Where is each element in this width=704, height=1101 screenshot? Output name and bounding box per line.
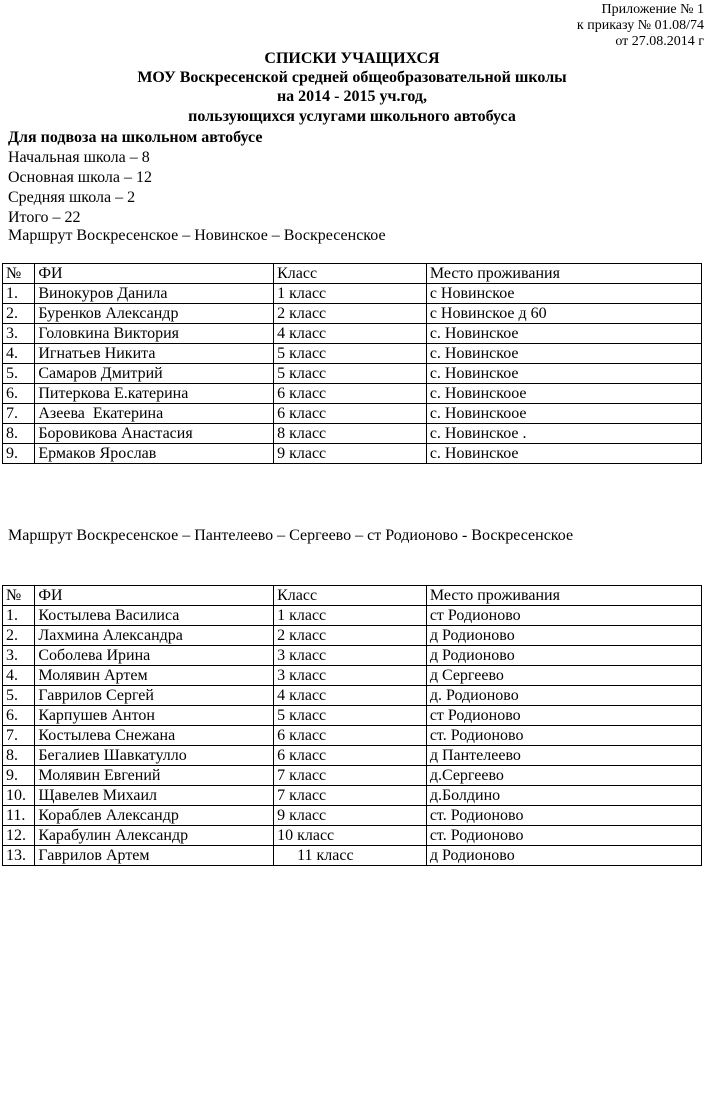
table-row <box>3 304 702 324</box>
student-class: 6 класс <box>274 384 427 404</box>
student-residence: д.Болдино <box>426 786 701 806</box>
student-class: 2 класс <box>274 304 427 324</box>
student-residence: с. Новинское <box>426 324 701 344</box>
row-number: 6. <box>3 384 35 404</box>
table-row <box>3 384 702 404</box>
student-residence: с. Новинскоое <box>426 384 701 404</box>
table-row <box>3 444 702 464</box>
title-line-1: СПИСКИ УЧАЩИХСЯ <box>264 50 440 67</box>
student-name: Бегалиев Шавкатулло <box>35 746 274 766</box>
header-name: ФИ <box>35 586 274 606</box>
student-name: Карабулин Александр <box>35 826 274 846</box>
header-number: № <box>3 264 35 284</box>
student-residence: д Родионово <box>426 846 701 866</box>
row-number: 2. <box>3 304 35 324</box>
student-residence: ст Родионово <box>426 706 701 726</box>
student-name: Питеркова Е.катерина <box>35 384 274 404</box>
student-name: Костылева Василиса <box>35 606 274 626</box>
title-line-3: на 2014 - 2015 уч.год, <box>276 88 428 105</box>
table-row <box>3 706 702 726</box>
table-row <box>3 626 702 646</box>
table-header-row <box>3 264 702 284</box>
student-class: 5 класс <box>274 344 427 364</box>
table-row <box>3 826 702 846</box>
student-residence: ст. Родионово <box>426 826 701 846</box>
table-row <box>3 686 702 706</box>
table-row <box>3 646 702 666</box>
student-class: 3 класс <box>274 666 427 686</box>
table-row <box>3 846 702 866</box>
student-residence: д Пантелеево <box>426 746 701 766</box>
intro-total-count: Итого – 22 <box>8 209 81 226</box>
student-class: 6 класс <box>274 726 427 746</box>
appendix-line-2: к приказу № 01.08/74 <box>576 18 704 33</box>
route-1-title: Маршрут Воскресенское – Новинское – Воскресенское <box>8 227 386 244</box>
student-residence: д Родионово <box>426 646 701 666</box>
student-name: Самаров Дмитрий <box>35 364 274 384</box>
student-name: Лахмина Александра <box>35 626 274 646</box>
student-residence: ст. Родионово <box>426 726 701 746</box>
appendix-line-1: Приложение № 1 <box>601 2 704 17</box>
header-name: ФИ <box>35 264 274 284</box>
student-residence: с. Новинское . <box>426 424 701 444</box>
row-number: 11. <box>3 806 35 826</box>
student-name: Винокуров Данила <box>35 284 274 304</box>
row-number: 6. <box>3 706 35 726</box>
table-row <box>3 404 702 424</box>
header-number: № <box>3 586 35 606</box>
row-number: 3. <box>3 646 35 666</box>
row-number: 2. <box>3 626 35 646</box>
title-line-4: пользующихся услугами школьного автобуса <box>188 108 516 125</box>
student-residence: д. Родионово <box>426 686 701 706</box>
student-name: Щавелев Михаил <box>35 786 274 806</box>
student-name: Соболева Ирина <box>35 646 274 666</box>
row-number: 5. <box>3 364 35 384</box>
student-residence: с. Новинское <box>426 344 701 364</box>
header-residence: Место проживания <box>426 586 701 606</box>
student-class: 5 класс <box>274 706 427 726</box>
student-class: 4 класс <box>274 324 427 344</box>
row-number: 4. <box>3 344 35 364</box>
student-name: Головкина Виктория <box>35 324 274 344</box>
appendix-line-3: от 27.08.2014 г <box>615 34 704 49</box>
student-class: 11 класс <box>274 846 427 866</box>
student-class: 4 класс <box>274 686 427 706</box>
student-class: 1 класс <box>274 284 427 304</box>
table-row <box>3 746 702 766</box>
student-residence: ст. Родионово <box>426 806 701 826</box>
table-row <box>3 606 702 626</box>
header-class: Класс <box>274 264 427 284</box>
student-class: 6 класс <box>274 404 427 424</box>
student-name: Игнатьев Никита <box>35 344 274 364</box>
row-number: 12. <box>3 826 35 846</box>
student-residence: с Новинское <box>426 284 701 304</box>
row-number: 7. <box>3 404 35 424</box>
row-number: 8. <box>3 746 35 766</box>
table-row <box>3 766 702 786</box>
route-1-table <box>2 263 702 464</box>
student-residence: с Новинское д 60 <box>426 304 701 324</box>
table-row <box>3 344 702 364</box>
intro-basic-count: Основная школа – 12 <box>8 169 152 186</box>
student-name: Гаврилов Сергей <box>35 686 274 706</box>
row-number: 5. <box>3 686 35 706</box>
student-residence: с. Новинскоое <box>426 404 701 424</box>
student-name: Молявин Евгений <box>35 766 274 786</box>
intro-heading: Для подвоза на школьном автобусе <box>8 129 263 146</box>
student-name: Костылева Снежана <box>35 726 274 746</box>
table-header-row <box>3 586 702 606</box>
student-name: Азеева Екатерина <box>35 404 274 424</box>
student-class: 10 класс <box>274 826 427 846</box>
table-row <box>3 666 702 686</box>
student-class: 9 класс <box>274 806 427 826</box>
table-row <box>3 726 702 746</box>
student-name: Карпушев Антон <box>35 706 274 726</box>
student-name: Боровикова Анастасия <box>35 424 274 444</box>
student-class: 9 класс <box>274 444 427 464</box>
row-number: 10. <box>3 786 35 806</box>
row-number: 8. <box>3 424 35 444</box>
student-residence: с. Новинское <box>426 364 701 384</box>
row-number: 1. <box>3 284 35 304</box>
student-class: 7 класс <box>274 766 427 786</box>
title-line-2: МОУ Воскресенской средней общеобразовательной школы <box>137 69 567 86</box>
student-name: Кораблев Александр <box>35 806 274 826</box>
student-class: 3 класс <box>274 646 427 666</box>
row-number: 13. <box>3 846 35 866</box>
table-row <box>3 364 702 384</box>
student-class: 1 класс <box>274 606 427 626</box>
intro-summary <box>8 128 262 228</box>
row-number: 7. <box>3 726 35 746</box>
student-class: 8 класс <box>274 424 427 444</box>
student-name: Молявин Артем <box>35 666 274 686</box>
route-2-table <box>2 585 702 866</box>
appendix-note <box>484 2 704 50</box>
student-name: Буренков Александр <box>35 304 274 324</box>
row-number: 1. <box>3 606 35 626</box>
student-class: 7 класс <box>274 786 427 806</box>
student-residence: д.Сергеево <box>426 766 701 786</box>
table-row <box>3 424 702 444</box>
student-name: Гаврилов Артем <box>35 846 274 866</box>
row-number: 4. <box>3 666 35 686</box>
intro-secondary-count: Средняя школа – 2 <box>8 189 136 206</box>
student-residence: д Сергеево <box>426 666 701 686</box>
row-number: 3. <box>3 324 35 344</box>
student-residence: с. Новинское <box>426 444 701 464</box>
table-row <box>3 324 702 344</box>
header-class: Класс <box>274 586 427 606</box>
route-2-title: Маршрут Воскресенское – Пантелеево – Сергеево – ст Родионово - Воскресенское <box>8 527 574 544</box>
student-residence: д Родионово <box>426 626 701 646</box>
table-row <box>3 284 702 304</box>
table-row <box>3 786 702 806</box>
row-number: 9. <box>3 444 35 464</box>
student-name: Ермаков Ярослав <box>35 444 274 464</box>
table-row <box>3 806 702 826</box>
student-class: 5 класс <box>274 364 427 384</box>
student-residence: ст Родионово <box>426 606 701 626</box>
intro-primary-count: Начальная школа – 8 <box>8 149 150 166</box>
row-number: 9. <box>3 766 35 786</box>
student-class: 6 класс <box>274 746 427 766</box>
student-class: 2 класс <box>274 626 427 646</box>
header-residence: Место проживания <box>426 264 701 284</box>
